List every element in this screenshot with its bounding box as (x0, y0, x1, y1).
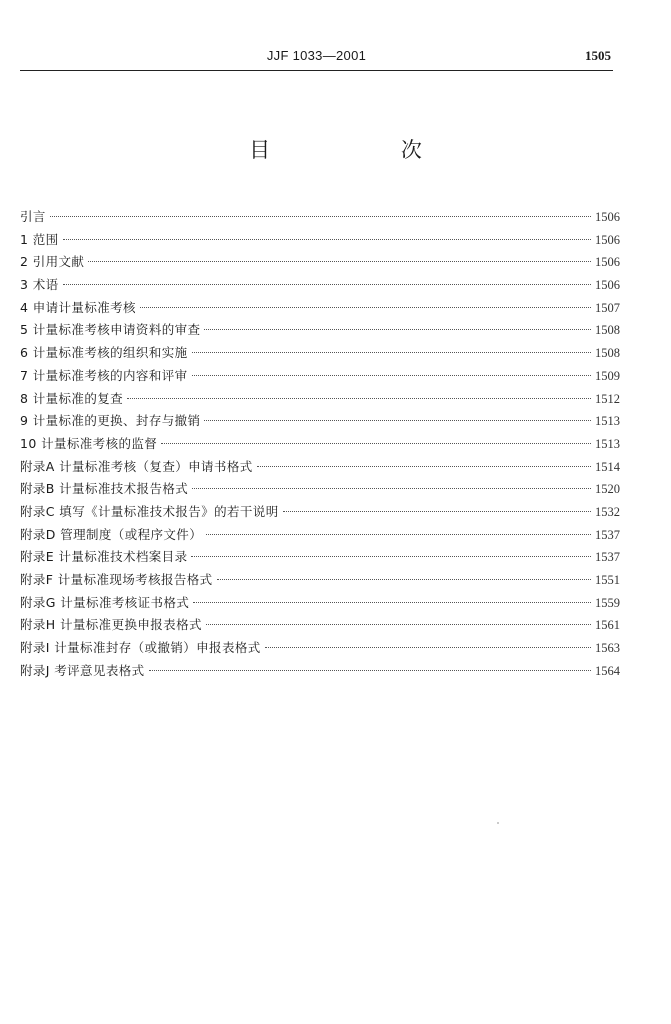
dot-leader (149, 670, 591, 671)
dot-leader (192, 488, 591, 489)
dot-leader (140, 307, 591, 308)
toc-entry-page: 1532 (595, 504, 620, 519)
toc-entry (20, 229, 620, 252)
toc-entry-page: 1509 (595, 368, 620, 383)
dot-leader (192, 352, 591, 353)
dot-leader (265, 647, 591, 648)
toc-entry (20, 206, 620, 229)
toc-entry-label: 附录J 考评意见表格式 (20, 662, 145, 678)
page-number: 1505 (585, 48, 611, 63)
toc-entry-label: 3 术语 (20, 277, 59, 293)
toc-entry (20, 433, 620, 456)
standard-code: JJF 1033—2001 (266, 48, 367, 63)
dot-leader (204, 329, 591, 330)
dot-leader (283, 511, 591, 512)
toc-entry-label: 1 范围 (20, 231, 59, 247)
toc-entry (20, 614, 620, 637)
toc-entry (20, 297, 620, 320)
toc-entry-label: 附录F 计量标准现场考核报告格式 (20, 572, 213, 587)
toc-entry-page: 1520 (595, 482, 620, 497)
dot-leader (88, 261, 591, 262)
toc-entry-label: 附录B 计量标准技术报告格式 (20, 481, 189, 497)
toc-entry-page: 1559 (595, 595, 620, 610)
toc-entry-label: 附录G 计量标准考核证书格式 (20, 594, 190, 610)
dot-leader (50, 216, 591, 217)
toc-entry-label: 6 计量标准考核的组织和实施 (20, 345, 188, 361)
toc-entry-page: 1564 (595, 663, 620, 678)
toc-entry-page: 1537 (595, 527, 620, 542)
table-of-contents (20, 206, 620, 682)
toc-entry-label: 附录I 计量标准封存（或撤销）申报表格式 (20, 640, 261, 656)
dot-leader (217, 579, 591, 580)
toc-entry (20, 274, 620, 297)
toc-entry-label: 4 申请计量标准考核 (20, 299, 136, 315)
dot-leader (193, 602, 591, 603)
running-header (20, 48, 613, 71)
toc-entry-page: 1506 (595, 210, 620, 224)
toc-entry-page: 1513 (595, 436, 620, 451)
toc-entry (20, 524, 620, 547)
toc-entry-page: 1563 (595, 641, 620, 656)
toc-entry (20, 342, 620, 365)
toc-entry (20, 592, 620, 615)
toc-entry-label: 附录A 计量标准考核（复查）申请书格式 (20, 458, 253, 474)
dot-leader (191, 556, 591, 557)
dot-leader (204, 420, 591, 421)
toc-entry-page: 1506 (595, 278, 620, 293)
toc-entry-page: 1507 (595, 300, 620, 315)
toc-entry (20, 569, 620, 592)
toc-entry-label: 附录E 计量标准技术档案目录 (20, 549, 188, 565)
toc-entry (20, 637, 620, 660)
toc-entry-label: 9 计量标准的更换、封存与撤销 (20, 413, 201, 429)
toc-entry-label: 10 计量标准考核的监督 (20, 435, 158, 451)
contents-title: 目 次 (249, 138, 484, 162)
toc-entry (20, 388, 620, 411)
toc-entry (20, 410, 620, 433)
toc-entry-label: 附录C 填写《计量标准技术报告》的若干说明 (20, 503, 279, 519)
dot-leader (63, 239, 591, 240)
dot-leader (257, 466, 591, 467)
toc-entry (20, 660, 620, 683)
scan-speck (497, 822, 499, 824)
dot-leader (127, 398, 591, 399)
toc-entry-label: 7 计量标准考核的内容和评审 (20, 367, 188, 383)
toc-entry-label: 附录H 计量标准更换申报表格式 (20, 617, 202, 633)
toc-entry (20, 251, 620, 274)
toc-entry-page: 1514 (595, 459, 620, 474)
dot-leader (206, 624, 591, 625)
toc-entry-label: 2 引用文献 (20, 254, 85, 270)
dot-leader (161, 443, 591, 444)
toc-entry-page: 1508 (595, 346, 620, 361)
toc-entry-page: 1508 (595, 323, 620, 338)
toc-entry-page: 1537 (595, 550, 620, 565)
dot-leader (192, 375, 591, 376)
toc-entry-label: 5 计量标准考核申请资料的审查 (20, 322, 201, 338)
dot-leader (63, 284, 591, 285)
toc-entry (20, 546, 620, 569)
dot-leader (206, 534, 591, 535)
toc-entry (20, 478, 620, 501)
toc-entry-page: 1513 (595, 414, 620, 429)
toc-entry (20, 501, 620, 524)
toc-entry-label: 引言 (20, 209, 46, 224)
toc-entry (20, 319, 620, 342)
toc-entry-page: 1506 (595, 255, 620, 270)
toc-entry-label: 8 计量标准的复查 (20, 390, 124, 406)
toc-entry (20, 365, 620, 388)
toc-entry-page: 1551 (595, 573, 620, 587)
toc-entry-page: 1561 (595, 618, 620, 633)
toc-entry-page: 1512 (595, 391, 620, 406)
toc-entry-label: 附录D 管理制度（或程序文件） (20, 526, 203, 542)
toc-entry-page: 1506 (595, 232, 620, 247)
toc-entry (20, 456, 620, 479)
